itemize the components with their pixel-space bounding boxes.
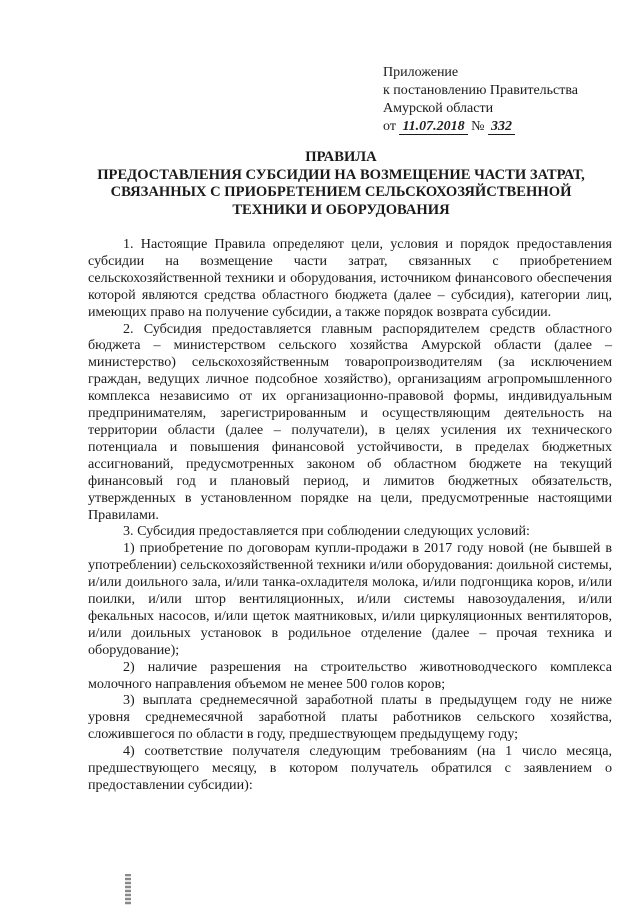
number-prefix: № xyxy=(471,119,485,134)
appendix-line-1: Приложение xyxy=(383,65,459,80)
handwritten-date: 11.07.2018 xyxy=(399,119,467,135)
appendix-line-3: Амурской области xyxy=(383,101,494,116)
appendix-line-2: к постановлению Правительства xyxy=(383,83,579,98)
title-line-4: ТЕХНИКИ И ОБОРУДОВАНИЯ xyxy=(232,201,450,218)
paragraph-3-item-1: 1) приобретение по договорам купли-продажи в 2017 году новой (не бывшей в употреблении) сельскохозяйственной техники и/или оборудования: доильной системы, и/или доильного зала, и/или танка-охладителя молока, и/или подгонщика коров, и/или поилки, и/или штор вентиляционных, и/или системы навозоудаления, и/или фекальных насосов, и/или щеток маятниковых, и/или циркуляционных вентиляторов, и/или доильных установок в родильное отделение (далее – прочая техника и оборудование); xyxy=(88,540,612,658)
appendix-date-line xyxy=(383,118,623,136)
title-line-3: СВЯЗАННЫХ С ПРИОБРЕТЕНИЕМ СЕЛЬСКОХОЗЯЙСТВЕННОЙ xyxy=(110,184,572,200)
document-body xyxy=(88,236,612,794)
title-line-1: ПРАВИЛА xyxy=(305,149,377,165)
title-line-2: ПРЕДОСТАВЛЕНИЯ СУБСИДИИ НА ВОЗМЕЩЕНИЕ ЧАСТИ ЗАТРАТ, xyxy=(97,166,585,183)
appendix-header xyxy=(383,64,623,136)
document-title xyxy=(78,149,604,219)
paragraph-2: 2. Субсидия предоставляется главным распорядителем средств областного бюджета – министерством сельского хозяйства Амурской области (далее – министерство) сельскохозяйственным товаропроизводителям (за исключением граждан, ведущих личное подсобное хозяйство), организациям агропромышленного комплекса независимо от их организационно-правовой формы, индивидуальным предпринимателям, зарегистрированным и осуществляющим деятельность на территории области (далее – получатели), в целях усиления их технического потенциала и повышения финансовой устойчивости, в пределах бюджетных ассигнований, предусмотренных законом об областном бюджете на текущий финансовый год и плановый период, и лимитов бюджетных обязательств, утвержденных в установленном порядке на цели, предусмотренные настоящими Правилами. xyxy=(88,320,612,523)
handwritten-number: 332 xyxy=(488,119,515,135)
paragraph-3-item-4: 4) соответствие получателя следующим требованиям (на 1 число месяца, предшествующего месяцу, в котором получатель обратился с заявлением о предоставлении субсидии): xyxy=(88,743,612,793)
scan-stamp-mark xyxy=(125,874,131,905)
paragraph-3-item-3: 3) выплата среднемесячной заработной платы в предыдущем году не ниже уровня среднемесячной заработной платы работников сельского хозяйства, сложившегося по области в году, предшествующем предыдущему году; xyxy=(88,692,612,743)
paragraph-1: 1. Настоящие Правила определяют цели, условия и порядок предоставления субсидии на возмещение части затрат, связанных с приобретением сельскохозяйственной техники и оборудования, источником финансового обеспечения которой являются средства областного бюджета (далее – субсидия), категории лиц, имеющих право на получение субсидии, а также порядок возврата субсидии. xyxy=(88,236,612,320)
date-prefix: от xyxy=(383,119,396,134)
paragraph-3: 3. Субсидия предоставляется при соблюдении следующих условий: xyxy=(123,523,530,540)
paragraph-3-item-2: 2) наличие разрешения на строительство животноводческого комплекса молочного направления объемом не менее 500 голов коров; xyxy=(88,658,612,692)
